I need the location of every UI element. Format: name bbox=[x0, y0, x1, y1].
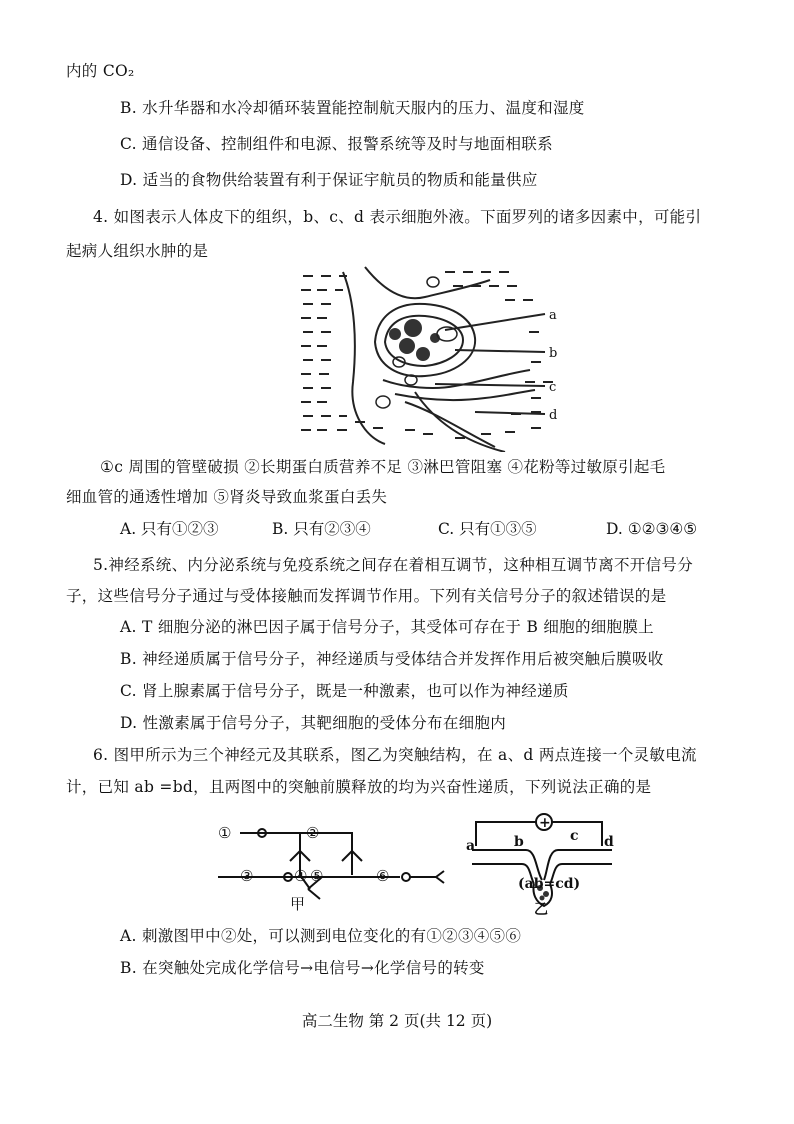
jia-num-5: ⑤ bbox=[310, 867, 324, 885]
jia-num-1: ① bbox=[218, 824, 232, 842]
q5-option-a: A. T 细胞分泌的淋巴因子属于信号分子，其受体可存在于 B 细胞的细胞膜上 bbox=[120, 618, 654, 636]
q4-stem-line1: 4. 如图表示人体皮下的组织，b、c、d 表示细胞外液。下面罗列的诸多因素中，可能引 bbox=[93, 208, 702, 226]
yi-note: (ab=cd) bbox=[518, 876, 581, 892]
q6-option-a: A. 刺激图甲中②处，可以测到电位变化的有①②③④⑤⑥ bbox=[120, 927, 522, 945]
tissue-label-a: a bbox=[549, 308, 557, 323]
yi-label-a: a bbox=[466, 838, 476, 854]
tissue-diagram bbox=[295, 262, 565, 452]
q4-option-c: C. 只有①③⑤ bbox=[438, 520, 537, 538]
jia-num-3: ③ bbox=[240, 867, 254, 885]
q3-tail: 内的 CO₂ bbox=[66, 62, 135, 80]
yi-label-d: d bbox=[604, 834, 614, 850]
galvanometer-sign: + bbox=[539, 815, 551, 831]
tissue-label-b: b bbox=[549, 346, 558, 361]
q5-stem-line1: 5.神经系统、内分泌系统与免疫系统之间存在着相互调节，这种相互调节离不开信号分 bbox=[93, 556, 693, 574]
jia-num-6: ⑥ bbox=[376, 867, 390, 885]
q4-factors-line1: ①c 周围的管壁破损 ②长期蛋白质营养不足 ③淋巴管阻塞 ④花粉等过敏原引起毛 bbox=[100, 458, 666, 476]
q5-option-d: D. 性激素属于信号分子，其靶细胞的受体分布在细胞内 bbox=[120, 714, 507, 732]
q4-stem-line2: 起病人组织水肿的是 bbox=[66, 242, 209, 260]
yi-caption: 乙 bbox=[534, 902, 548, 918]
q6-option-b: B. 在突触处完成化学信号→电信号→化学信号的转变 bbox=[120, 959, 485, 977]
q4-option-d: D. ①②③④⑤ bbox=[606, 520, 698, 538]
q4-options bbox=[120, 518, 730, 540]
q5-option-c: C. 肾上腺素属于信号分子，既是一种激素，也可以作为神经递质 bbox=[120, 682, 569, 700]
q6-stem-line1: 6. 图甲所示为三个神经元及其联系，图乙为突触结构，在 a、d 两点连接一个灵敏电流 bbox=[93, 746, 697, 764]
q5-option-b: B. 神经递质属于信号分子，神经递质与受体结合并发挥作用后被突触后膜吸收 bbox=[120, 650, 664, 668]
q5-stem-line2: 子，这些信号分子通过与受体接触而发挥调节作用。下列有关信号分子的叙述错误的是 bbox=[66, 587, 667, 605]
page-footer: 高二生物 第 2 页(共 12 页) bbox=[301, 1012, 493, 1030]
q3-option-b: B. 水升华器和水冷却循环装置能控制航天服内的压力、温度和湿度 bbox=[120, 99, 585, 117]
jia-caption: 甲 bbox=[290, 895, 306, 913]
yi-label-c: c bbox=[570, 828, 579, 844]
tissue-label-c: c bbox=[549, 380, 557, 395]
q4-option-b: B. 只有②③④ bbox=[272, 520, 371, 538]
jia-num-4: ④ bbox=[294, 867, 308, 885]
q6-stem-line2: 计，已知 ab =bd，且两图中的突触前膜释放的均为兴奋性递质，下列说法正确的是 bbox=[66, 778, 652, 796]
tissue-label-d: d bbox=[549, 408, 558, 423]
synapse-diagram-yi bbox=[462, 810, 622, 920]
neuron-diagram-jia bbox=[210, 815, 450, 915]
yi-label-b: b bbox=[514, 834, 524, 850]
q3-option-c: C. 通信设备、控制组件和电源、报警系统等及时与地面相联系 bbox=[120, 135, 553, 153]
jia-num-2: ② bbox=[306, 824, 320, 842]
q3-option-d: D. 适当的食物供给装置有利于保证宇航员的物质和能量供应 bbox=[120, 171, 538, 189]
q4-option-a: A. 只有①②③ bbox=[120, 520, 219, 538]
q4-factors-line2: 细血管的通透性增加 ⑤肾炎导致血浆蛋白丢失 bbox=[66, 488, 388, 506]
